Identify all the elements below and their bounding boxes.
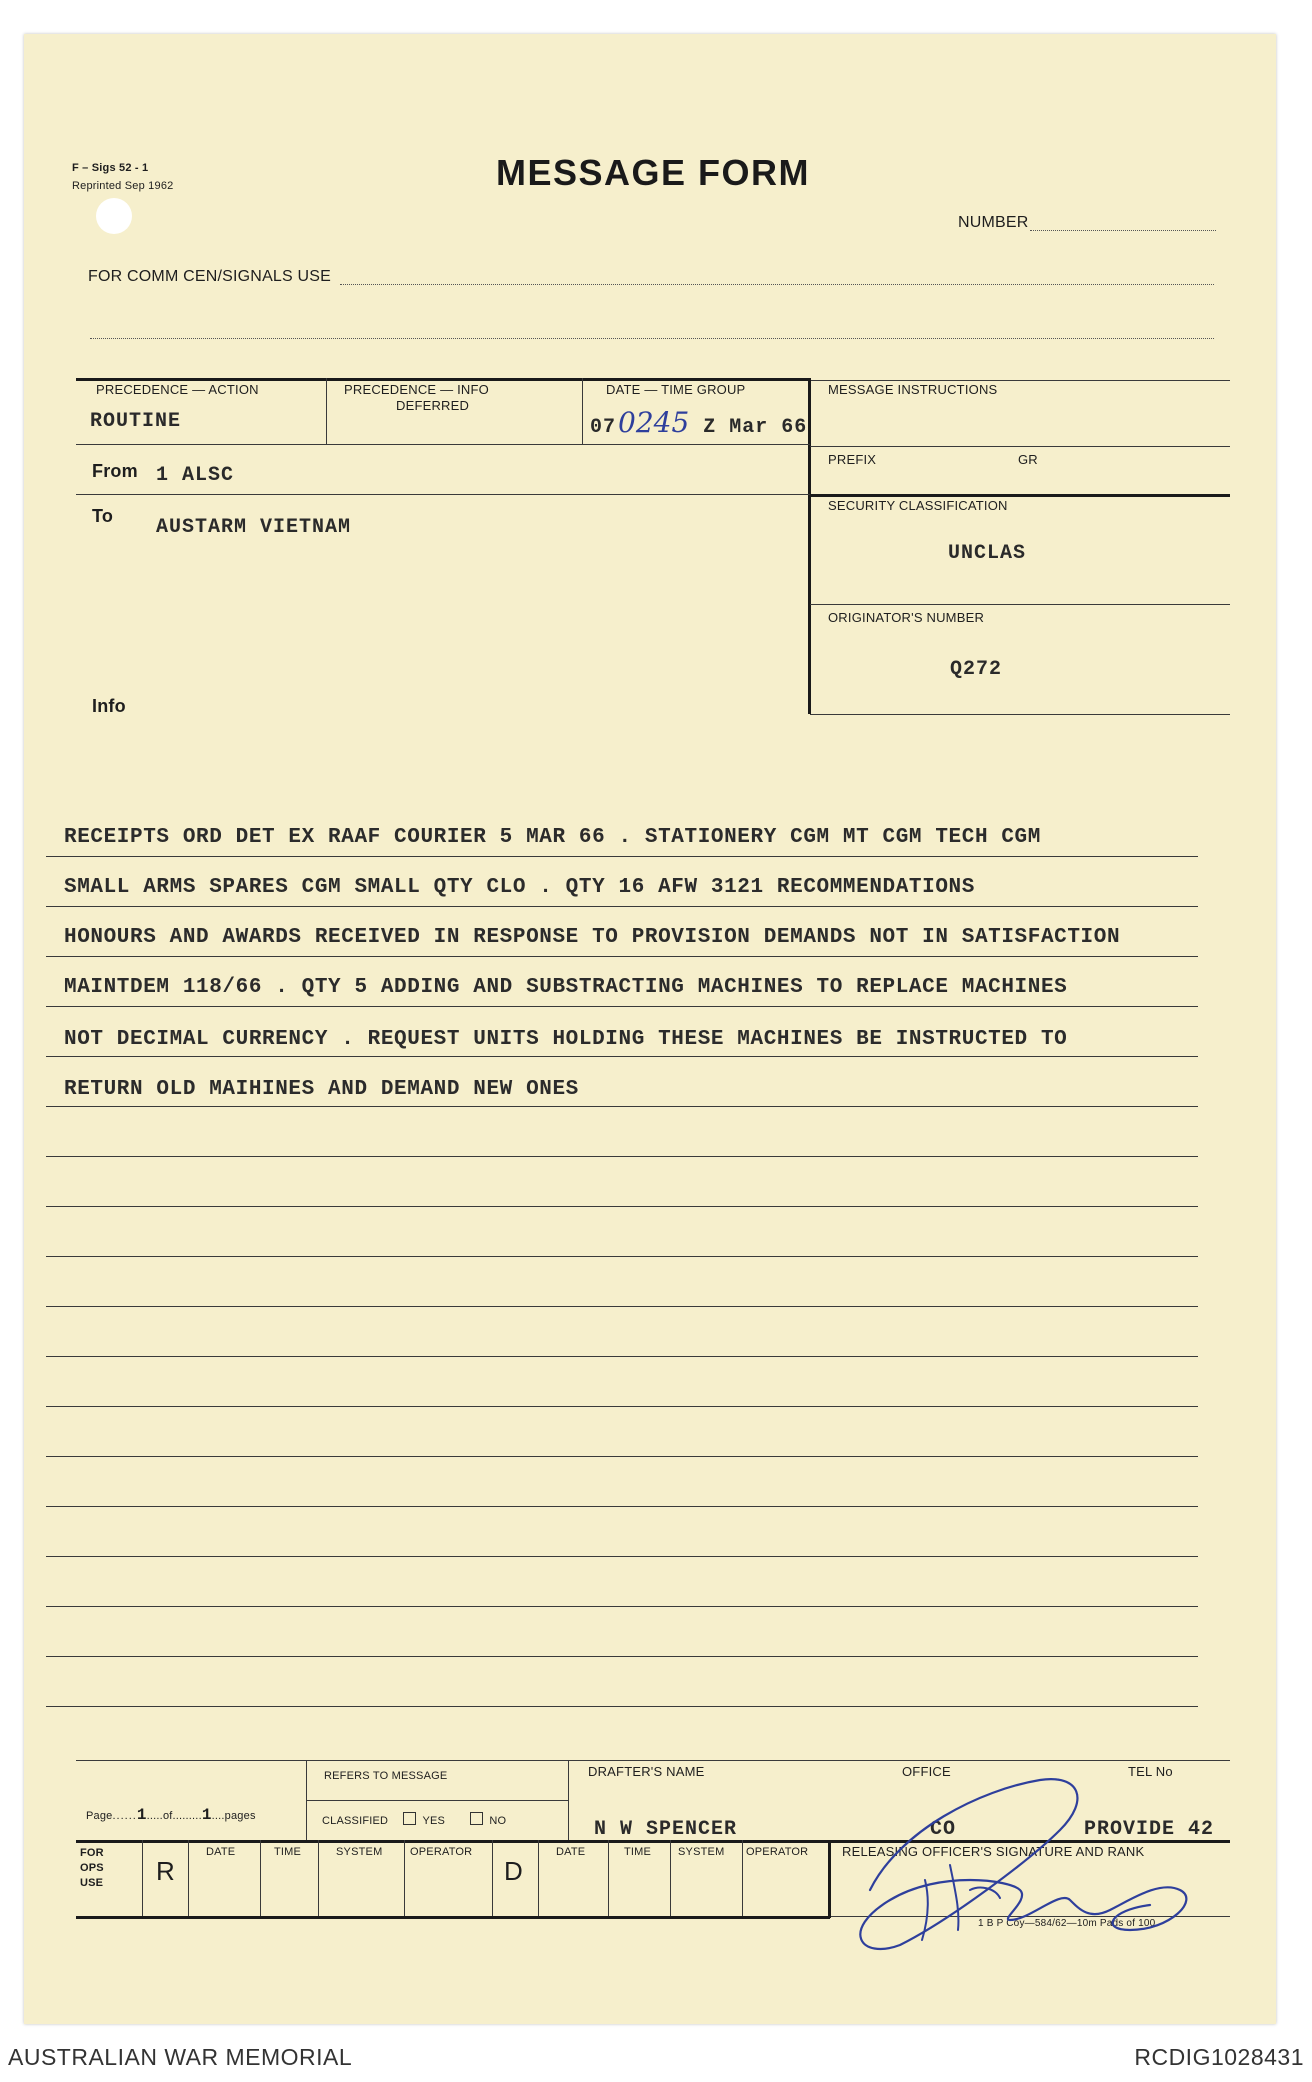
of-label: of [162,1810,173,1822]
grid-top-left [76,378,810,381]
col-date-1: DATE [206,1846,236,1858]
precedence-action-value[interactable]: ROUTINE [90,410,182,433]
dtg-typed-suffix: Z Mar 66 [703,416,808,439]
bottom-divider-2 [568,1760,569,1840]
for-ops-use [80,1846,104,1891]
releasing-label: RELEASING OFFICER'S SIGNATURE AND RANK [842,1844,1145,1859]
page-value: 1 [136,1806,147,1824]
ops-col-line [538,1840,539,1916]
drafter-value[interactable]: N W SPENCER [594,1818,738,1841]
precedence-action-label: PRECEDENCE — ACTION [96,382,259,397]
message-line-1: RECEIPTS ORD DET EX RAAF COURIER 5 MAR 66 . STATIONERY CGM MT CGM TECH CGM [64,826,1041,849]
no-label: NO [489,1815,507,1827]
ruled-line [46,1456,1198,1457]
ruled-line [46,1506,1198,1507]
office-value[interactable]: CO [930,1818,957,1841]
punch-hole [96,198,132,234]
bottom-block-top [76,1760,1230,1761]
ruled-line [46,1356,1198,1357]
classified-label: CLASSIFIED [322,1815,389,1827]
ops-col-line [260,1840,261,1916]
ops-col-line [318,1840,319,1916]
tel-value[interactable]: PROVIDE 42 [1084,1818,1215,1841]
col-time-2: TIME [624,1846,652,1858]
signature-icon [830,1770,1230,1960]
message-line-2: SMALL ARMS SPARES CGM SMALL QTY CLO . QTY 16 AFW 3121 RECOMMENDATIONS [64,876,975,899]
originator-bottom [810,714,1230,715]
ops-table-bottom [76,1916,830,1919]
dtg-value[interactable] [590,406,807,439]
d-label: D [504,1856,523,1886]
ruled-line [46,1156,1198,1157]
to-label: To [92,506,114,526]
msg-instr-bottom [810,446,1230,447]
ops-col-line [188,1840,189,1916]
col-date-2: DATE [556,1846,586,1858]
number-field[interactable] [1030,230,1216,231]
comm-cen-field-2[interactable] [90,338,1214,339]
ops-col-line [608,1840,609,1916]
form-code: F – Sigs 52 - 1 [72,162,149,174]
comm-cen-label: FOR COMM CEN/SIGNALS USE [88,268,332,285]
grid-divider-1 [326,378,327,444]
ruled-line [46,856,1198,857]
ruled-line [46,1606,1198,1607]
to-value[interactable]: AUSTARM VIETNAM [156,516,352,539]
security-bottom [810,604,1230,605]
tel-label: TEL No [1128,1764,1173,1779]
archive-id: RCDIG1028431 [1134,2044,1304,2070]
page-count: Page......1.....of.........1....pages [86,1806,256,1824]
pages-label: pages [224,1810,256,1822]
from-value[interactable]: 1 ALSC [156,464,235,487]
originator-value[interactable]: Q272 [950,658,1003,681]
for-ops-use-line: USE [80,1877,104,1889]
yes-checkbox[interactable] [403,1812,416,1825]
message-line-4: MAINTDEM 118/66 . QTY 5 ADDING AND SUBSTRACTING MACHINES TO REPLACE MACHINES [64,976,1068,999]
col-system-2: SYSTEM [678,1846,725,1858]
col-system-1: SYSTEM [336,1846,383,1858]
classified-row [322,1812,506,1827]
ops-col-line [492,1840,493,1916]
security-value[interactable]: UNCLAS [948,542,1027,565]
ops-col-line [670,1840,671,1916]
dtg-typed-prefix: 07 [590,416,617,439]
ruled-line [46,1206,1198,1207]
ruled-line [46,1406,1198,1407]
col-operator-2: OPERATOR [746,1846,809,1858]
ruled-line [46,956,1198,957]
ruled-line [46,1556,1198,1557]
security-label: SECURITY CLASSIFICATION [828,498,1008,513]
reprint-note: Reprinted Sep 1962 [72,180,174,192]
dtg-handwritten: 0245 [618,406,690,439]
ops-col-line [404,1840,405,1916]
refers-label: REFERS TO MESSAGE [324,1770,448,1782]
originator-label: ORIGINATOR'S NUMBER [828,610,985,625]
message-instructions-label: MESSAGE INSTRUCTIONS [828,382,998,397]
gr-label: GR [1018,452,1038,467]
page-label: Page [86,1810,113,1822]
ruled-line [46,1706,1198,1707]
for-ops-use-line: FOR [80,1847,104,1859]
ops-col-line [142,1840,143,1916]
ruled-line [46,1006,1198,1007]
message-line-5: NOT DECIMAL CURRENCY . REQUEST UNITS HOLDING THESE MACHINES BE INSTRUCTED TO [64,1028,1068,1051]
info-label: Info [92,696,126,716]
ruled-line [46,1656,1198,1657]
message-line-3: HONOURS AND AWARDS RECEIVED IN RESPONSE TO PROVISION DEMANDS NOT IN SATISFACTION [64,926,1121,949]
refers-bottom [306,1800,568,1801]
office-label: OFFICE [902,1764,951,1779]
ruled-line [46,1256,1198,1257]
ruled-line [46,1056,1198,1057]
form-title: MESSAGE FORM [496,152,811,193]
precedence-info-value: DEFERRED [396,398,470,413]
prefix-bottom [810,494,1230,497]
ruled-line [46,906,1198,907]
ops-col-line [742,1840,743,1916]
yes-label: YES [422,1815,446,1827]
message-line-6: RETURN OLD MAIHINES AND DEMAND NEW ONES [64,1078,579,1101]
print-note: 1 B P Coy—584/62—10m Pads of 100 [978,1918,1156,1929]
drafter-label: DRAFTER'S NAME [588,1764,705,1779]
col-time-1: TIME [274,1846,302,1858]
grid-top-right [810,380,1230,381]
grid-row-line [76,444,810,445]
grid-divider-2 [582,378,583,444]
number-label: NUMBER [958,214,1029,231]
dtg-label: DATE — TIME GROUP [606,382,746,397]
ruled-line [46,1106,1198,1107]
no-checkbox[interactable] [470,1812,483,1825]
for-ops-use-line: OPS [80,1862,104,1874]
of-value: 1 [201,1806,212,1824]
from-bottom [76,494,810,495]
col-operator-1: OPERATOR [410,1846,473,1858]
ruled-line [46,1306,1198,1307]
precedence-info-label: PRECEDENCE — INFO [344,382,489,397]
prefix-label: PREFIX [828,452,877,467]
r-label: R [156,1856,175,1886]
from-label: From [92,461,138,481]
archive-credit: AUSTRALIAN WAR MEMORIAL [8,2044,353,2070]
grid-divider-main [808,378,811,714]
comm-cen-field[interactable] [340,284,1214,285]
